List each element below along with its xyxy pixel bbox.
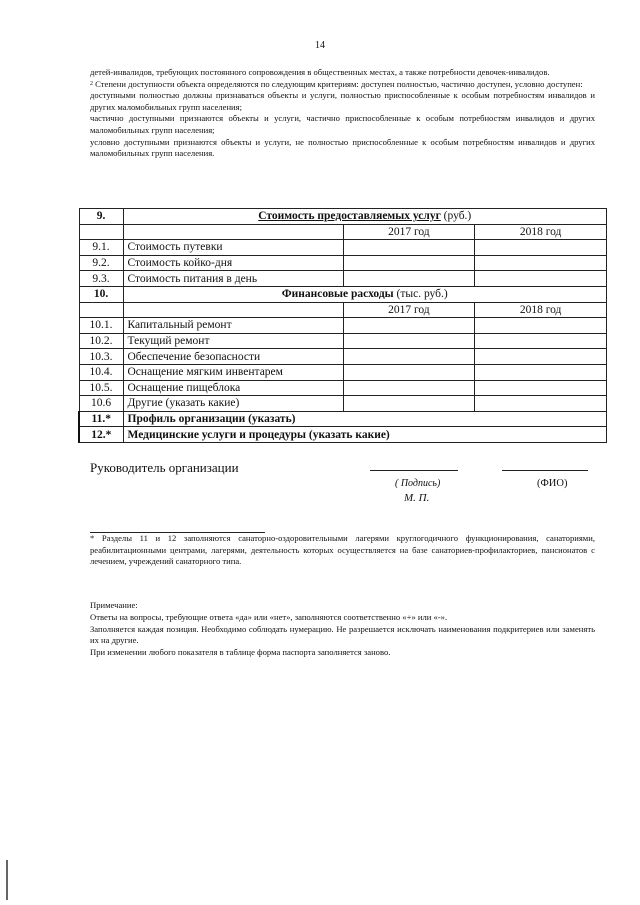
stamp-place-label: М. П. xyxy=(404,492,430,504)
row-number: 11.* xyxy=(79,411,123,427)
value-cell-2017[interactable] xyxy=(343,271,475,287)
row-label: Оснащение пищеблока xyxy=(123,380,343,396)
section-10-header xyxy=(79,286,607,302)
table-row: 10.6 Другие (указать какие) xyxy=(79,396,607,412)
value-cell-2017[interactable] xyxy=(343,380,475,396)
value-cell-2018[interactable] xyxy=(475,333,607,349)
note-title: Примечание: xyxy=(90,600,138,610)
fio-caption: (ФИО) xyxy=(537,478,568,489)
year-2018: 2018 год xyxy=(475,302,607,318)
signature-caption: ( Подпись) xyxy=(395,478,441,489)
section-number: 9. xyxy=(79,209,123,225)
value-cell-2018[interactable] xyxy=(475,240,607,256)
intro-line-2-text: Степени доступности объекта определяются по следующим критериям: доступен полностью, частично доступен, условно доступен: xyxy=(93,78,583,89)
signature-line[interactable] xyxy=(370,470,458,471)
intro-line-4: частично доступными признаются объекты и услуги, частично приспособленные к особым потребностям инвалидов и других маломобильных групп населения; xyxy=(90,113,595,135)
row-label: Стоимость койко-дня xyxy=(123,255,343,271)
head-of-organization-label: Руководитель организации xyxy=(90,460,239,475)
value-cell-2017[interactable] xyxy=(343,255,475,271)
value-cell-2018[interactable] xyxy=(475,318,607,334)
row-label: Стоимость питания в день xyxy=(123,271,343,287)
intro-line-5: условно доступными признаются объекты и услуги, не полностью приспособленные к особым потребностям инвалидов и других маломобильных групп населения. xyxy=(90,136,595,159)
value-cell-2017[interactable] xyxy=(343,318,475,334)
value-cell-2017[interactable] xyxy=(343,240,475,256)
notes-text xyxy=(90,612,595,658)
value-cell-2017[interactable] xyxy=(343,396,475,412)
section-9-header xyxy=(79,209,607,225)
intro-line-2 xyxy=(90,79,595,91)
footnote-text: * Разделы 11 и 12 заполняются санаторно-оздоровительными лагерями круглогодичного функционирования, санаториями, реабилитационными центрами, лагерями, деятельность которых осуществляется на базе санаториев-профилакториев, пансионатов с лечением, учреждений санаторного типа. xyxy=(90,533,595,567)
table-row: 9.1. Стоимость путевки xyxy=(79,240,607,256)
row-label: Оснащение мягким инвентарем xyxy=(123,364,343,380)
value-cell-2017[interactable] xyxy=(343,349,475,365)
medical-services-row xyxy=(79,427,607,443)
scan-edge-mark xyxy=(6,860,8,900)
footnote-marker: 2 xyxy=(90,80,93,87)
value-cell-2018[interactable] xyxy=(475,271,607,287)
medical-services-label[interactable]: Медицинские услуги и процедуры (указать какие) xyxy=(123,427,607,443)
intro-text xyxy=(90,67,595,160)
value-cell-2018[interactable] xyxy=(475,255,607,271)
row-label: Стоимость путевки xyxy=(123,240,343,256)
table-row: 10.4. Оснащение мягким инвентарем xyxy=(79,364,607,380)
table-row: 10.5. Оснащение пищеблока xyxy=(79,380,607,396)
row-label: Капитальный ремонт xyxy=(123,318,343,334)
section-title: Финансовые расходы (тыс. руб.) xyxy=(123,286,607,302)
passport-table xyxy=(78,208,607,443)
table-row: 10.2. Текущий ремонт xyxy=(79,333,607,349)
value-cell-2018[interactable] xyxy=(475,396,607,412)
intro-line-3: доступными полностью должны признаваться объекты и услуги, полностью приспособленные к особым потребностям инвалидов и других маломобильных групп населения; xyxy=(90,90,595,112)
table-row: 9.3. Стоимость питания в день xyxy=(79,271,607,287)
table-row: 9.2. Стоимость койко-дня xyxy=(79,255,607,271)
year-2018: 2018 год xyxy=(475,224,607,240)
profile-row xyxy=(79,411,607,427)
note-2: Заполняется каждая позиция. Необходимо соблюдать нумерацию. Не разрешается исключать наименования подкритериев или заменять их на другие. xyxy=(90,623,595,646)
profile-label[interactable]: Профиль организации (указать) xyxy=(123,411,607,427)
year-2017: 2017 год xyxy=(343,224,475,240)
years-row xyxy=(79,224,607,240)
value-cell-2017[interactable] xyxy=(343,364,475,380)
table-row: 10.1. Капитальный ремонт xyxy=(79,318,607,334)
value-cell-2018[interactable] xyxy=(475,349,607,365)
note-1: Ответы на вопросы, требующие ответа «да» или «нет», заполняются соответственно «+» или «-». xyxy=(90,612,448,622)
years-row xyxy=(79,302,607,318)
table-row: 10.3. Обеспечение безопасности xyxy=(79,349,607,365)
value-cell-2017[interactable] xyxy=(343,333,475,349)
row-label: Текущий ремонт xyxy=(123,333,343,349)
fio-line[interactable] xyxy=(502,470,588,471)
row-label: Обеспечение безопасности xyxy=(123,349,343,365)
row-number: 12.* xyxy=(79,427,123,443)
value-cell-2018[interactable] xyxy=(475,364,607,380)
row-label: Другие (указать какие) xyxy=(123,396,343,412)
year-2017: 2017 год xyxy=(343,302,475,318)
note-3: При изменении любого показателя в таблице форма паспорта заполняется заново. xyxy=(90,646,391,657)
intro-line-1: детей-инвалидов, требующих постоянного сопровождения в общественных местах, а также потребности девочек-инвалидов. xyxy=(90,67,550,77)
page-number: 14 xyxy=(315,40,325,51)
section-title: Стоимость предоставляемых услуг (руб.) xyxy=(123,209,607,225)
section-number: 10. xyxy=(79,286,123,302)
value-cell-2018[interactable] xyxy=(475,380,607,396)
